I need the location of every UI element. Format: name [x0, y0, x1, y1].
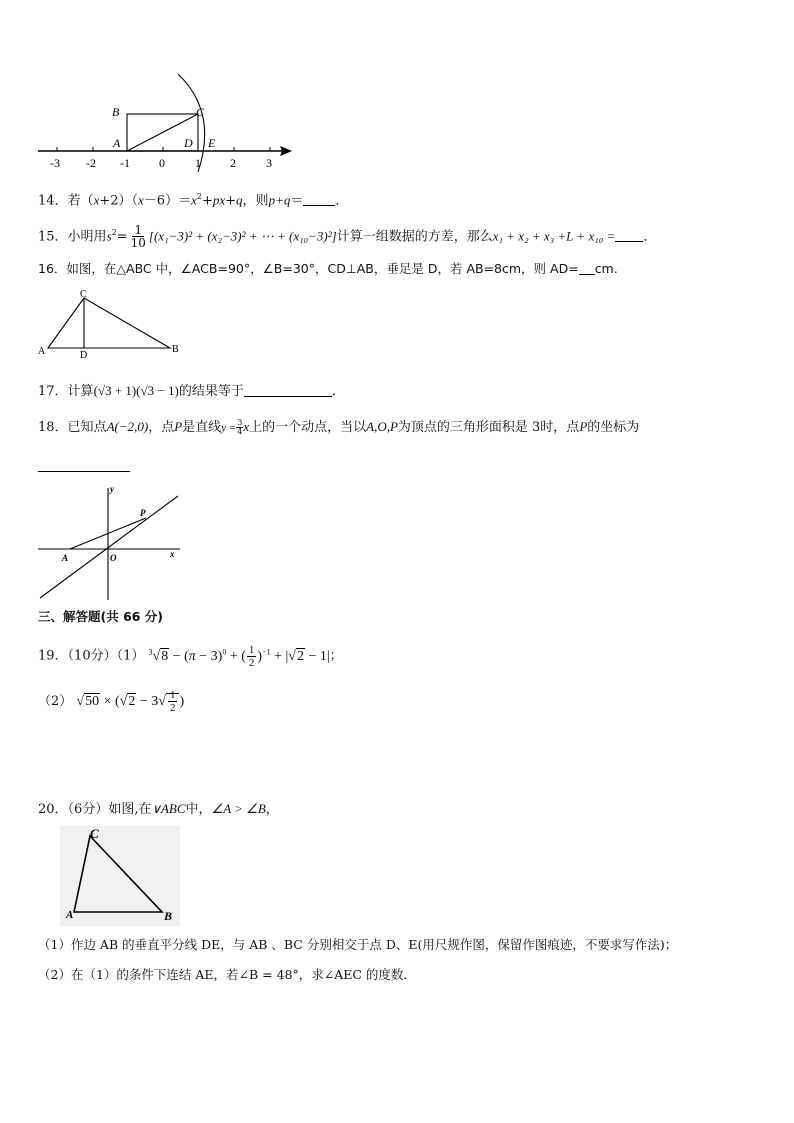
q15-end: ．	[643, 229, 657, 245]
label-a: A	[66, 909, 74, 921]
label-y: y	[110, 484, 114, 494]
q18-p: P	[174, 419, 183, 434]
q17-number: 17．	[38, 384, 68, 399]
q14-sq: 2	[196, 192, 202, 201]
q19-expr-2: √50 × (√2 − 3√ $\frac{1}{2}$ )	[76, 689, 185, 715]
section-title: 三、解答题(共 66 分)	[38, 609, 164, 624]
tick-label: -1	[120, 156, 130, 170]
label-d: D	[80, 350, 88, 360]
number-line-figure	[30, 72, 300, 172]
question-20-part-1: （1）作边 AB 的垂直平分线 DE，与 AB 、BC 分别相交于点 D、E(用尺规作图，保留作图痕迹，不要求写作法)；	[38, 937, 678, 952]
q15-frac-den: 10	[130, 236, 146, 251]
q18-mid2: 是直线	[182, 420, 222, 435]
q14-x1: x	[93, 192, 100, 208]
q14-eq: ＝	[290, 193, 304, 209]
q17-end: ．	[331, 384, 345, 399]
label-x: x	[170, 549, 175, 559]
q15-frac-num: 1	[134, 223, 143, 238]
q14-x2: x	[138, 192, 144, 208]
label-o: O	[110, 553, 117, 563]
q18-mid1: ，点	[148, 420, 175, 435]
q14-number: 14．	[38, 193, 68, 209]
tick-label: 2	[230, 156, 236, 170]
q19-number: 19．（10分）（1）	[38, 648, 145, 664]
q14-mid2: －6）＝	[143, 193, 192, 209]
q17-answer-blank[interactable]	[244, 383, 332, 397]
label-e: E	[208, 136, 216, 150]
question-16	[38, 260, 618, 278]
q20-end: ，	[265, 802, 279, 817]
question-18	[38, 416, 639, 439]
q18-aop: A,O,P	[366, 419, 398, 434]
tick-label: 1	[195, 156, 201, 170]
label-a: A	[113, 136, 121, 150]
line-y-3-4x	[40, 496, 178, 598]
label-d: D	[184, 136, 193, 150]
q18-frac-den: 4	[237, 427, 243, 436]
q19-expr-1: $^3√8 - (\pi - 3)^0$ + ( $\frac{1}{2}$ )$^{-1}$ + |√2 − 1|	[148, 643, 330, 669]
q15-s-sup: 2	[111, 228, 117, 237]
q14-q: q	[236, 192, 243, 208]
q16-end: cm.	[594, 261, 618, 276]
q19-part2-label: （2）	[38, 694, 73, 709]
label-b: B	[164, 909, 173, 923]
label-a: A	[62, 553, 69, 563]
q14-plus2: +	[225, 193, 237, 209]
question-17	[38, 382, 345, 401]
question-15	[38, 220, 656, 250]
question-14	[38, 188, 348, 210]
q14-mid1: +2）（	[99, 193, 139, 209]
q18-mid4: 为顶点的三角形面积是 3时，点	[397, 420, 580, 435]
q15-s: s	[106, 228, 112, 244]
q14-pq: p+q	[268, 192, 291, 208]
q14-then: ，则	[242, 193, 269, 209]
tick-label: -2	[86, 156, 96, 170]
question-20	[38, 800, 279, 819]
label-c: C	[90, 826, 99, 841]
q18-frac-num: 3	[237, 418, 243, 427]
q18-y: y =	[221, 422, 237, 434]
q14-end: ．	[335, 193, 349, 209]
label-p: P	[140, 508, 146, 518]
label-a: A	[38, 346, 46, 357]
q15-answer-blank[interactable]	[615, 228, 643, 242]
triangle-abc	[74, 836, 162, 912]
q15-fraction	[129, 224, 148, 249]
q18-end: 的坐标为	[587, 420, 640, 435]
label-b: B	[172, 344, 179, 355]
q15-eq: =	[116, 229, 128, 245]
label-c: C	[80, 289, 87, 300]
question-19-part-1	[38, 640, 343, 669]
coordinate-figure-18	[34, 482, 184, 602]
question-20-part-2: （2）在（1）的条件下连结 AE，若∠B = 48°，求∠AEC 的度数．	[38, 967, 416, 982]
q14-x3: x	[191, 192, 197, 208]
label-b: B	[112, 105, 120, 119]
q16-text: 16．如图，在△ABC 中，∠ACB=90°，∠B=30°，CD⊥AB，垂足是 D，若 AB=8cm，则 AD=	[38, 261, 579, 276]
q17-post: 的结果等于	[178, 384, 244, 399]
triangle-abc	[48, 298, 170, 348]
q20-number: 20．（6分）如图,在	[38, 802, 152, 817]
q20-mid: 中，	[185, 802, 212, 817]
q18-number: 18．	[38, 420, 68, 435]
question-19-part-2	[38, 688, 184, 716]
q20-triangle: ∨ABC	[151, 801, 186, 816]
q14-plus1: +	[201, 193, 213, 209]
label-c: C	[196, 105, 205, 119]
q14-text: 若（	[67, 193, 94, 209]
triangle-figure-20	[60, 826, 180, 926]
q17-pre: 计算	[67, 384, 94, 399]
q14-answer-blank[interactable]	[303, 192, 335, 206]
q18-point-a: A(−2,0)	[106, 419, 149, 434]
q19-semicolon: ；	[329, 648, 343, 664]
q18-answer-blank[interactable]	[38, 458, 130, 472]
q14-p: px	[212, 192, 226, 208]
q16-answer-blank[interactable]	[579, 261, 595, 275]
tick-label: 3	[266, 156, 272, 170]
triangle-figure-16	[34, 288, 189, 360]
tick-label: -3	[50, 156, 60, 170]
q18-p2: P	[579, 419, 588, 434]
q18-x: x	[243, 419, 250, 434]
q18-pre: 已知点	[67, 420, 107, 435]
q15-expr: [(x₁−3)² + (x₂−3)² + ⋯ + (x₁₀−3)²]	[148, 228, 337, 244]
q20-condition: ∠A > ∠B	[211, 801, 266, 816]
q15-mid: 计算一组数据的方差，那么	[336, 229, 493, 245]
q15-number: 15．	[38, 229, 68, 245]
q17-expr: (√3 + 1)(√3 − 1)	[93, 383, 179, 398]
tick-label: 0	[159, 156, 165, 170]
q15-sum: x₁ + x₂ + x₃ +L + x₁₀ =	[492, 228, 616, 244]
q15-pre: 小明用	[67, 229, 107, 245]
q18-mid3: 上的一个动点，当以	[249, 420, 367, 435]
